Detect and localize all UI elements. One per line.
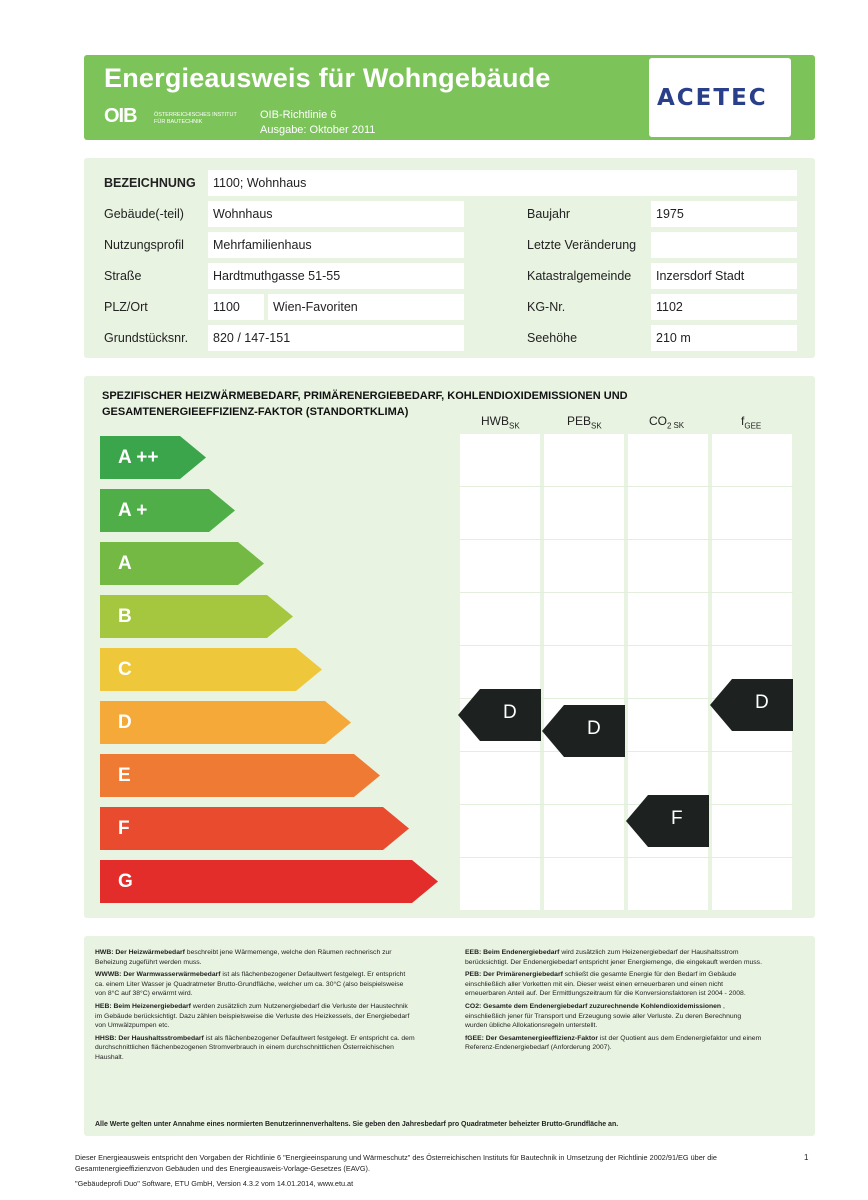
scale-heading	[102, 388, 628, 420]
explanation-text: ist als flächenbezogener Defaultwert festgelegt. Er entspricht ca. einem Liter Wasser je Quadratmeter Brutto-Grundfläche, welcher um ca. 30°C (also beispielsweise von 8°C auf 38°C) erwärmt wird.	[95, 971, 406, 998]
oib-institute-name: ÖSTERREICHISCHES INSTITUT FÜR BAUTECHNIK	[154, 112, 237, 125]
rating-marker-co2	[626, 795, 709, 847]
explanation-entry	[95, 948, 415, 967]
explanation-term: Der Haushaltsstrombedarf	[118, 1034, 204, 1042]
energy-class-bar	[100, 648, 322, 691]
info-label: Straße	[104, 269, 142, 283]
info-value-city: Wien-Favoriten	[273, 300, 358, 314]
column-header-co2-main: CO	[649, 414, 667, 428]
rating-marker-fgee	[710, 679, 793, 731]
header-banner	[84, 55, 815, 140]
explanation-entry	[95, 1034, 415, 1063]
info-right-label: Letzte Veränderung	[527, 238, 637, 252]
energy-class-bar	[100, 436, 206, 479]
grid-column-hwb	[460, 434, 540, 910]
energy-class-shape	[100, 807, 409, 850]
column-header-co2-sub: SK	[673, 421, 685, 431]
info-right-label: Baujahr	[527, 207, 571, 221]
explanation-abbr: WWWB:	[95, 971, 122, 979]
energy-class-label: E	[118, 765, 131, 786]
column-header-hwb	[481, 414, 520, 430]
explanation-term: Der Warmwasserwärmebedarf	[123, 971, 221, 979]
energy-class-label: A +	[118, 500, 148, 521]
explanation-entry	[95, 1002, 415, 1031]
column-header-co2-mid: 2	[667, 421, 672, 431]
page-number: 1	[804, 1153, 809, 1162]
company-logo: ACETEC	[657, 85, 768, 111]
rating-marker-label: D	[587, 717, 601, 739]
column-header-fgee-sub: GEE	[744, 421, 762, 431]
grid-column-fgee	[712, 434, 792, 910]
explanation-text: ist als flächenbezogener Defaultwert festgelegt. Er entspricht ca. dem durchschnittlichen flächenbezogenen Stromverbrauch in einem durchschnittlichen Österreichischen Haushalt.	[95, 1034, 415, 1061]
explanation-section	[84, 936, 815, 1136]
footer-text: Dieser Energieausweis entspricht den Vorgaben der Richtlinie 6 "Energieeinsparung und Wärmeschutz" des Österreichischen Instituts für Bautechnik in Umsetzung der Richtlinie 2002/91/EG über die Gesamtenergieeffizienzvon Gebäuden und des Energieausweis-Vorlage-Gesetzes (EAVG).	[75, 1153, 717, 1173]
energy-class-label: C	[118, 659, 132, 680]
rating-marker-label: D	[503, 701, 517, 723]
explanation-entry	[95, 970, 415, 999]
energy-class-bar	[100, 595, 293, 638]
explanation-term: Beim Endenergiebedarf	[483, 949, 560, 956]
explanation-entry	[465, 1034, 765, 1053]
info-value: Hardtmuthgasse 51-55	[213, 269, 341, 283]
explanation-abbr: HEB:	[95, 1002, 112, 1010]
info-label: Nutzungsprofil	[104, 238, 184, 252]
grid-row-line	[460, 645, 793, 646]
rating-marker-hwb	[458, 689, 541, 741]
bezeichnung-value: 1100; Wohnhaus	[213, 176, 307, 190]
energy-class-shape	[100, 860, 438, 903]
explanation-abbr: PEB:	[465, 971, 482, 979]
energy-class-label: F	[118, 818, 130, 839]
company-logo-box	[649, 58, 791, 137]
rating-marker-label: F	[671, 807, 683, 829]
grid-row-line	[460, 539, 793, 540]
building-info-section	[84, 158, 815, 358]
explanation-term: Beim Heizenergiebedarf	[113, 1002, 191, 1010]
info-right-value: 210 m	[656, 331, 691, 345]
info-value: Mehrfamilienhaus	[213, 238, 312, 252]
info-right-value: Inzersdorf Stadt	[656, 269, 745, 283]
column-header-hwb-main: HWB	[481, 414, 509, 428]
explanation-text: ist der Quotient aus dem Endenergiefaktor und einem Referenz-Endenergiebedarf (Anforderung 2007).	[465, 1034, 762, 1052]
explanation-term: Gesamte dem Endenergiebedarf zuzurechnende Kohlendioxidemissionen	[483, 1002, 722, 1010]
energy-class-bar	[100, 807, 409, 850]
column-header-fgee	[741, 414, 761, 430]
column-header-fgee-main: f	[741, 414, 745, 428]
rating-marker-label: D	[755, 691, 769, 713]
footer-software: "Gebäudeprofi Duo" Software, ETU GmbH, Version 4.3.2 vom 14.01.2014, www.etu.at	[75, 1179, 354, 1188]
info-right-label: Katastralgemeinde	[527, 269, 632, 283]
explanation-abbr: fGEE:	[465, 1034, 484, 1042]
explanation-abbr: HHSB:	[95, 1034, 117, 1042]
column-header-peb-main: PEB	[567, 414, 592, 428]
energy-class-shape	[100, 648, 322, 691]
energy-class-bar	[100, 701, 351, 744]
guideline-info	[260, 108, 375, 138]
info-value: Wohnhaus	[213, 207, 273, 221]
explanation-entry	[465, 970, 765, 999]
grid-row-line	[460, 857, 793, 858]
explanation-entry	[465, 1002, 765, 1031]
energy-class-bar	[100, 489, 235, 532]
info-value: 820 / 147-151	[213, 331, 291, 345]
grid-row-line	[460, 486, 793, 487]
column-header-hwb-sub: SK	[509, 421, 520, 431]
guideline-name: OIB-Richtlinie 6	[260, 109, 337, 121]
energy-class-shape	[100, 701, 351, 744]
explanation-term: Der Heizwärmebedarf	[115, 949, 185, 956]
energy-class-label: A	[118, 553, 132, 574]
energy-scale-section	[84, 376, 815, 918]
energy-class-label: D	[118, 712, 132, 733]
document-title: Energieausweis für Wohngebäude	[104, 63, 551, 93]
energy-class-bar	[100, 542, 264, 585]
column-header-peb-sub: SK	[591, 421, 602, 431]
info-value: 1100	[213, 300, 240, 314]
rating-marker-peb	[542, 705, 625, 757]
grid-column-peb	[544, 434, 624, 910]
info-right-cell	[651, 232, 797, 258]
scale-heading-line2: GESAMTENERGIEEFFIZIENZ-FAKTOR (STANDORTKLIMA)	[102, 406, 409, 418]
energy-class-shape	[100, 754, 380, 797]
oib-logo: OIB	[104, 105, 137, 127]
explanation-term: Der Primärenergiebedarf	[483, 971, 563, 979]
explanation-left-column	[95, 948, 415, 1066]
explanation-right-column	[465, 948, 765, 1056]
guideline-edition: Ausgabe: Oktober 2011	[260, 124, 376, 136]
energy-class-label: B	[118, 606, 132, 627]
energy-class-label: G	[118, 871, 133, 892]
energy-class-bar	[100, 860, 438, 903]
grid-row-line	[460, 592, 793, 593]
info-right-label: Seehöhe	[527, 331, 578, 345]
explanation-text: beschreibt jene Wärmemenge, welche den Räumen rechnerisch zur Beheizung zugeführt werden muss.	[95, 949, 392, 966]
info-right-value: 1102	[656, 300, 683, 314]
info-label: Gebäude(-teil)	[104, 207, 184, 221]
bezeichnung-label: BEZEICHNUNG	[104, 176, 196, 190]
explanation-abbr: HWB:	[95, 949, 114, 956]
explanation-text: , einschließlich jener für Transport und Erzeugung sowie aller Verluste. Zu deren Berechnung wurden übliche Allokationsregeln unterstellt.	[465, 1002, 742, 1030]
column-header-co2	[649, 414, 684, 430]
explanation-abbr: EEB:	[465, 949, 482, 956]
explanation-entry	[465, 948, 765, 967]
explanation-text: wird zusätzlich zum Heizenergiebedarf der Haushaltsstrom berücksichtigt. Der Endenergiebedarf entspricht jener Energiemenge, die eingekauft werden muss.	[465, 949, 762, 966]
grid-row-line	[460, 751, 793, 752]
column-header-peb	[567, 414, 602, 430]
energy-class-bar	[100, 754, 380, 797]
scale-heading-line1: SPEZIFISCHER HEIZWÄRMEBEDARF, PRIMÄRENERGIEBEDARF, KOHLENDIOXIDEMISSIONEN UND	[102, 390, 628, 402]
info-right-value: 1975	[656, 207, 684, 221]
info-label: PLZ/Ort	[104, 300, 148, 314]
explanation-term: Der Gesamtenergieeffizienz-Faktor	[485, 1034, 598, 1042]
info-right-label: KG-Nr.	[527, 300, 566, 314]
explanation-text: werden zusätzlich zum Nutzenergiebedarf die Verluste der Haustechnik im Gebäude berücksichtigt. Dazu zählen beispielsweise die Verluste des Heizkessels, der Energiebedarf von Umwälzpumpen etc.	[95, 1002, 410, 1030]
explanation-note: Alle Werte gelten unter Annahme eines normierten Benutzerinnenverhaltens. Sie geben den Jahresbedarf pro Quadratmeter beheizter Brutto-Grundfläche an.	[95, 1121, 619, 1128]
info-label: Grundstücksnr.	[104, 331, 189, 345]
energy-class-label: A ++	[118, 447, 159, 468]
explanation-text: schließt die gesamte Energie für den Bedarf im Gebäude einschließlich aller Vorketten mit ein. Dieser weist einen erneuerbaren und einen nicht erneuerbaren Anteil auf. Der Ermittlungszeitraum für die Konversionsfaktoren ist 2004 - 2008.	[465, 971, 746, 998]
explanation-abbr: CO2:	[465, 1002, 482, 1010]
